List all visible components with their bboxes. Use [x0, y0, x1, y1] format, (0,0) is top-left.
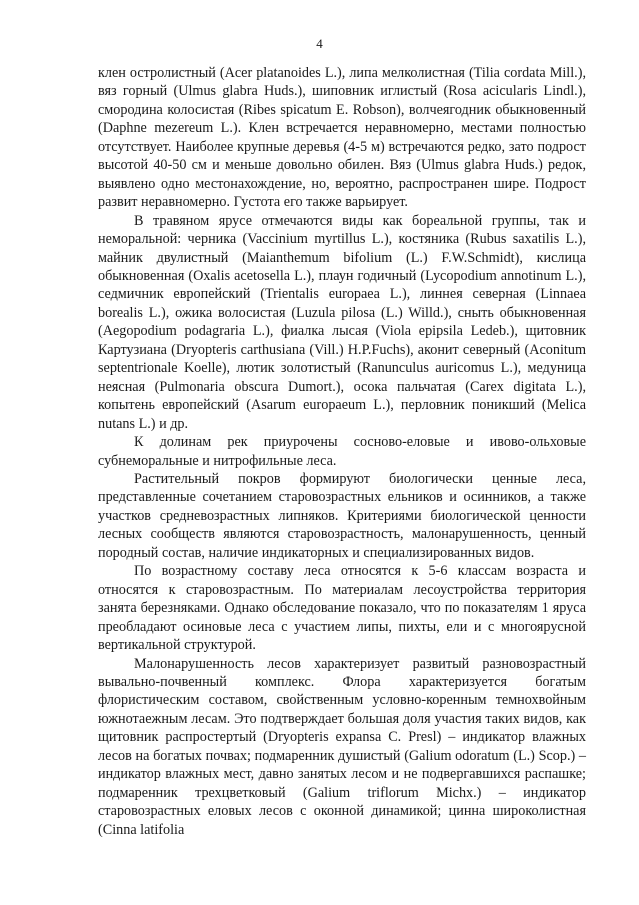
paragraph: По возрастному составу леса относятся к 5-6 классам возраста и относятся к старовозрастным. По материалам лесоустройства территория занята березняками. Однако обследование показало, что по показателям 1 яруса преобладают осиновые леса с участием липы, пихты, ели и с многоярусной вертикальной структурой.: [98, 563, 586, 654]
page-number: 4: [316, 36, 323, 51]
paragraph: К долинам рек приурочены сосново-еловые и ивово-ольховые субнеморальные и нитрофильные леса.: [98, 434, 586, 469]
paragraph: В травяном ярусе отмечаются виды как бореальной группы, так и неморальной: черника (Vaccinium myrtillus L.), костяника (Rubus saxatilis L.), майник двулистный (Maianthemum bifolium (L.) F.W.Schmidt), кислица обыкновенная (Oxalis acetosella L.), плаун годичный (Lycopodium annotinum L.), седмичник европейский (Trientalis europaea L.), линнея северная (Linnaea borealis L.), ожика волосистая (Luzula pilosa (L.) Willd.), сныть обыкновенная (Aegopodium podagraria L.), фиалка лысая (Viola epipsila Ledeb.), щитовник Картузиана (Dryopteris carthusiana (Vill.) H.P.Fuchs), аконит северный (Aconitum septentrionale Koelle), лютик золотистый (Ranunculus auricomus L.), медуница неясная (Pulmonaria obscura Dumort.), осока пальчатая (Carex digitata L.), копытень европейский (Asarum europaeum L.), перловник поникший (Melica nutans L.) и др.: [98, 212, 586, 432]
body-text: [98, 64, 586, 839]
paragraph: клен остролистный (Acer platanoides L.), липа мелколистная (Tilia cordata Mill.), вяз горный (Ulmus glabra Huds.), шиповник иглистый (Rosa acicularis Lindl.), смородина колосистая (Ribes spicatum E. Robson), волчеягодник обыкновенный (Daphne mezereum L.). Клен встречается неравномерно, местами полностью отсутствует. Наиболее крупные деревья (4-5 м) встречаются редко, зато подрост высотой 40-50 см и меньше довольно обилен. Вяз (Ulmus glabra Huds.) редок, выявлено одно местонахождение, но, вероятно, распространен шире. Подрост развит неравномерно. Густота его также варьирует.: [98, 65, 586, 211]
paragraph: Малонарушенность лесов характеризует развитый разновозрастный вывально-почвенный комплекс. Флора характеризуется богатым флористическим составом, свойственным условно-коренным темнохвойным южнотаежным лесам. Это подтверждает большая доля участия таких видов, как щитовник распростертый (Dryopteris expansa C. Presl) – индикатор влажных лесов на богатых почвах; подмаренник душистый (Galium odoratum (L.) Scop.) – индикатор влажных мест, давно занятых лесом и не подвергавшихся распашке; подмаренник трехцветковый (Galium triflorum Michx.) – индикатор старовозрастных еловых лесов с оконной динамикой; цинна широколистная (Cinna latifolia: [98, 655, 586, 838]
paragraph: Растительный покров формируют биологически ценные леса, представленные сочетанием старовозрастных ельников и осинников, а также участков средневозрастных липняков. Критериями биологической ценности лесных сообществ являются старовозрастность, малонарушенность, ценный породный состав, наличие индикаторных и специализированных видов.: [98, 470, 586, 561]
